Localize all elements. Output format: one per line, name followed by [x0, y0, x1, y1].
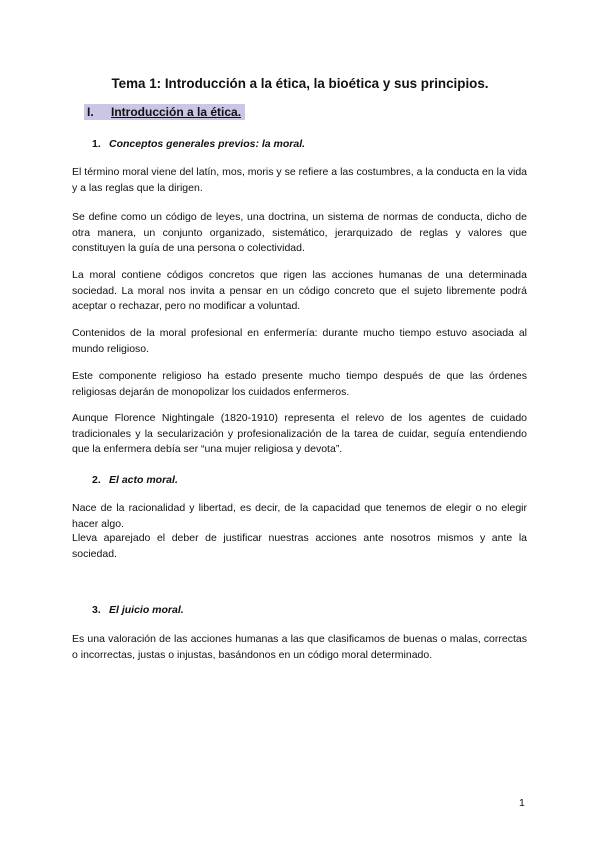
subheading-label: El juicio moral. — [109, 604, 184, 616]
subheading-label: Conceptos generales previos: la moral. — [109, 138, 306, 150]
section-number: I. — [87, 105, 94, 119]
section-label: Introducción a la ética. — [111, 105, 242, 119]
subheading-number: 3. — [92, 604, 101, 616]
paragraph: Es una valoración de las acciones humanas a las que clasificamos de buenas o malas, correctas o incorrectas, justas o injustas, basándonos en un código moral determinado. — [72, 633, 527, 661]
page-number: 1 — [519, 797, 525, 809]
subheading-acto-moral — [92, 474, 178, 486]
paragraph: Lleva aparejado el deber de justificar nuestras acciones ante nosotros mismos y ante la sociedad. — [72, 532, 527, 560]
subheading-conceptos — [92, 138, 305, 150]
paragraph: Aunque Florence Nightingale (1820-1910) representa el relevo de los agentes de cuidado tradicionales y la secularización y profesionalización de la tarea de cuidar, seguía entendiendo que la enfermera debía ser “una mujer religiosa y devota”. — [72, 412, 527, 455]
paragraph: La moral contiene códigos concretos que rigen las acciones humanas de una determinada sociedad. La moral nos invita a pensar en un código concreto que el sujeto libremente podrá aceptar o rechazar, pero no modificar a voluntad. — [72, 269, 527, 312]
paragraph: Contenidos de la moral profesional en enfermería: durante mucho tiempo estuvo asociada al mundo religioso. — [72, 327, 527, 355]
subheading-juicio-moral — [92, 604, 184, 616]
paragraph: Nace de la racionalidad y libertad, es decir, de la capacidad que tenemos de elegir o no elegir hacer algo. — [72, 502, 527, 530]
subheading-number: 2. — [92, 474, 101, 486]
paragraph: Se define como un código de leyes, una doctrina, un sistema de normas de conducta, dicho de otra manera, un conjunto organizado, sistemático, jerarquizado de reglas y valores que constituyen la guía de una persona o colectividad. — [72, 211, 527, 254]
document-title: Tema 1: Introducción a la ética, la bioética y sus principios. — [111, 76, 489, 91]
subheading-label: El acto moral. — [109, 474, 178, 486]
subheading-number: 1. — [92, 138, 101, 150]
paragraph: Este componente religioso ha estado presente mucho tiempo después de que las órdenes religiosas dejarán de monopolizar los cuidados enfermeros. — [72, 370, 527, 398]
paragraph: El término moral viene del latín, mos, moris y se refiere a las costumbres, a la conducta en la vida y a las reglas que la dirigen. — [72, 166, 527, 194]
section-heading-introduccion — [84, 104, 245, 120]
